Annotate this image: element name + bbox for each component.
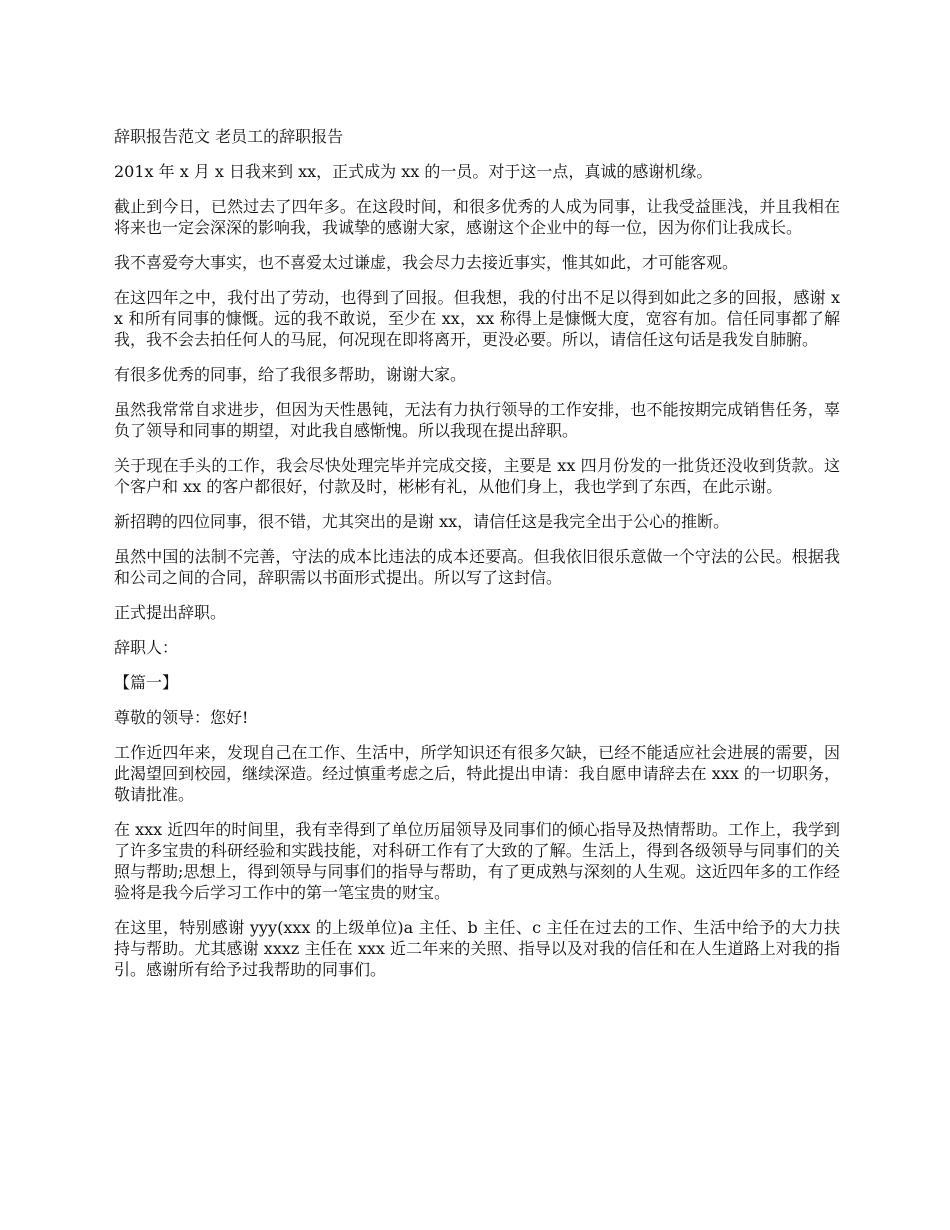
paragraph: 在 xxx 近四年的时间里，我有幸得到了单位历届领导及同事们的倾心指导及热情帮助。工作上，我学到了许多宝贵的科研经验和实践技能，对科研工作有了大致的了解。生活上，得到各级领导与同事们的关照与帮助;思想上，得到领导与同事们的指导与帮助，有了更成熟与深刻的人生观。这近四年多的工作经验将是我今后学习工作中的第一笔宝贵的财宝。: [114, 820, 840, 902]
paragraph: 有很多优秀的同事，给了我很多帮助，谢谢大家。: [114, 365, 467, 384]
document-title: 辞职报告范文 老员工的辞职报告: [114, 127, 344, 146]
signature-label: 辞职人：: [114, 638, 179, 657]
paragraph: 在这里，特别感谢 yyy(xxx 的上级单位)a 主任、b 主任、c 主任在过去的工作、生活中给予的大力扶持与帮助。尤其感谢 xxxz 主任在 xxx 近二年来的关照、指导以及对我的信任和在人生道路上对我的指引。感谢所有给予过我帮助的同事们。: [114, 918, 840, 979]
paragraph: 我不喜爱夸大事实，也不喜爱太过谦虚，我会尽力去接近事实，惟其如此，才可能客观。: [114, 253, 739, 272]
paragraph: 新招聘的四位同事，很不错，尤其突出的是谢 xx，请信任这是我完全出于公心的推断。: [114, 512, 730, 531]
paragraph: 截止到今日，已然过去了四年多。在这段时间，和很多优秀的人成为同事，让我受益匪浅，并且我相在将来也一定会深深的影响我，我诚挚的感谢大家，感谢这个企业中的每一位，因为你们让我成长。: [114, 197, 840, 237]
paragraph: 虽然中国的法制不完善，守法的成本比违法的成本还要高。但我依旧很乐意做一个守法的公民。根据我和公司之间的合同，辞职需以书面形式提出。所以写了这封信。: [114, 547, 840, 587]
paragraph: 工作近四年来，发现自己在工作、生活中，所学知识还有很多欠缺，已经不能适应社会进展的需要，因此渴望回到校园，继续深造。经过慎重考虑之后，特此提出申请：我自愿申请辞去在 xxx 的一切职务，敬请批准。: [114, 743, 840, 804]
paragraph: 201x 年 x 月 x 日我来到 xx，正式成为 xx 的一员。对于这一点，真诚的感谢机缘。: [114, 162, 713, 181]
paragraph: 关于现在手头的工作，我会尽快处理完毕并完成交接，主要是 xx 四月份发的一批货还没收到货款。这个客户和 xx 的客户都很好，付款及时，彬彬有礼，从他们身上，我也学到了东西，在此示谢。: [114, 456, 840, 496]
salutation: 尊敬的领导：您好!: [114, 708, 249, 727]
paragraph: 虽然我常常自求进步，但因为天性愚钝，无法有力执行领导的工作安排，也不能按期完成销售任务，辜负了领导和同事的期望，对此我自感惭愧。所以我现在提出辞职。: [114, 400, 840, 440]
paragraph: 正式提出辞职。: [114, 603, 227, 622]
section-heading: 【篇一】: [114, 673, 179, 692]
document-page: [114, 126, 840, 994]
paragraph: 在这四年之中，我付出了劳动，也得到了回报。但我想，我的付出不足以得到如此之多的回报，感谢 xx 和所有同事的慷慨。远的我不敢说，至少在 xx，xx 称得上是慷慨大度，宽容有加。信任同事都了解我，我不会去拍任何人的马屁，何况现在即将离开，更没必要。所以，请信任这句话是我发自肺腑。: [114, 288, 840, 349]
